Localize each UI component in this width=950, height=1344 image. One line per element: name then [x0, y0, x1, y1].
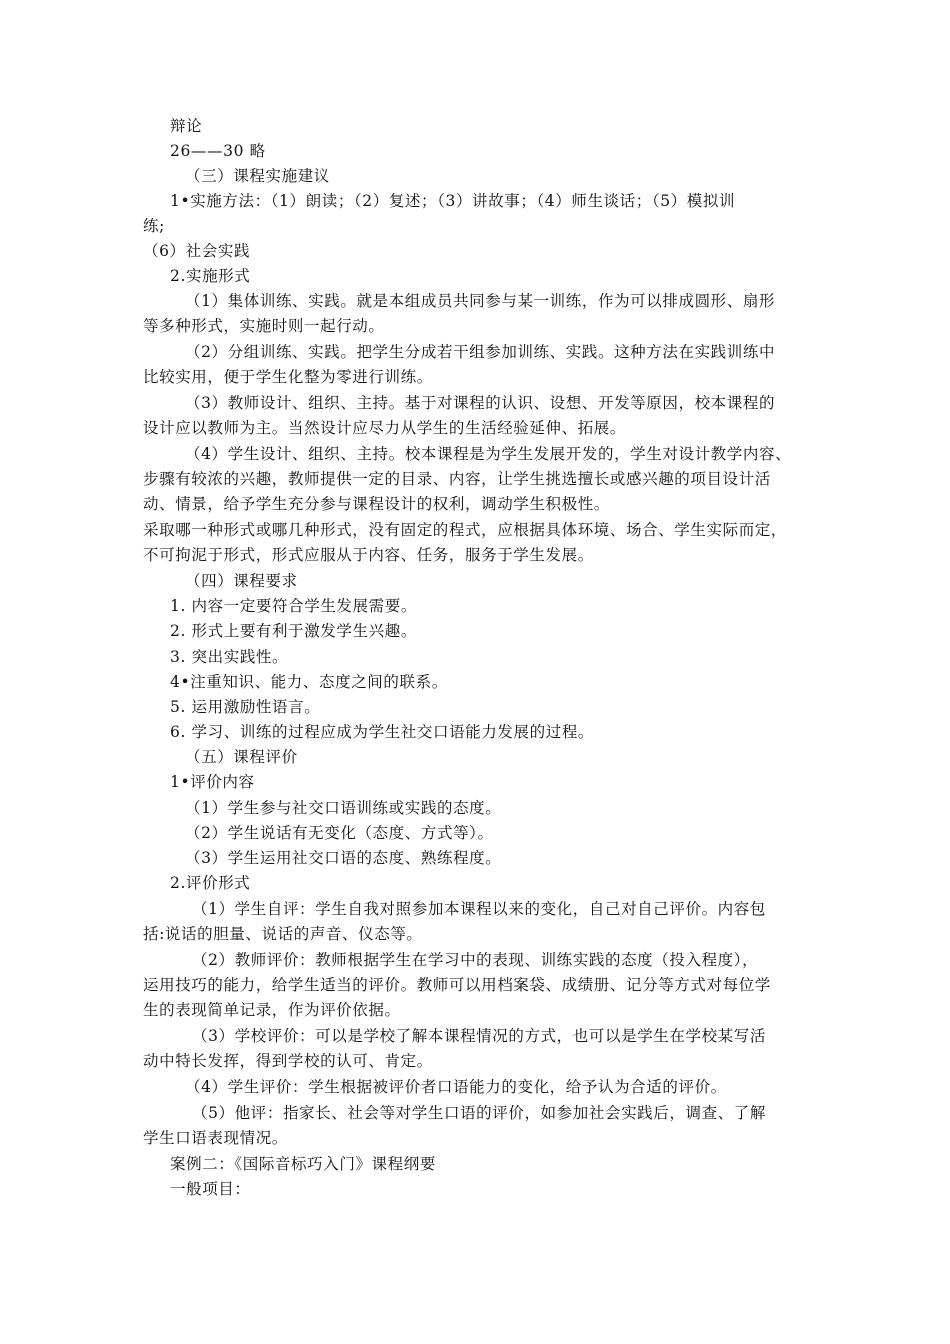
text-line: （2）学生说话有无变化（态度、方式等）。	[185, 824, 494, 842]
text-line: （2）教师评价：教师根据学生在学习中的表现、训练实践的态度（投入程度），	[192, 951, 759, 969]
text-line: （1）学生参与社交口语训练或实践的态度。	[185, 799, 502, 817]
text-line: 26——30 略	[170, 142, 266, 160]
text-line: （4）学生设计、组织、主持。校本课程是为学生发展开发的，学生对设计教学内容、	[185, 445, 792, 463]
text-line: 练;	[143, 217, 165, 235]
text-line: 6. 学习、训练的过程应成为学生社交口语能力发展的过程。	[170, 723, 595, 741]
text-line: （6）社会实践	[143, 242, 251, 260]
text-line: （1）学生自评：学生自我对照参加本课程以来的变化，自己对自己评价。内容包	[192, 900, 766, 918]
text-line: 5. 运用激励性语言。	[170, 698, 321, 716]
text-line: （2）分组训练、实践。把学生分成若干组参加训练、实践。这种方法在实践训练中	[185, 343, 776, 361]
text-line: 生的表现简单记录，作为评价依据。	[143, 1001, 401, 1019]
text-line: 2. 形式上要有利于激发学生兴趣。	[170, 622, 417, 640]
section-heading: （五）课程评价	[185, 748, 298, 766]
text-line: 步骤有较浓的兴趣，教师提供一定的目录、内容，让学生挑选擅长或感兴趣的项目设计活	[143, 470, 771, 488]
text-line: 学生口语表现情况。	[143, 1129, 288, 1147]
text-line: 采取哪一种形式或哪几种形式，没有固定的程式，应根据具体环境、场合、学生实际而定，	[143, 521, 788, 539]
text-line: 动中特长发挥，得到学校的认可、肯定。	[143, 1052, 433, 1070]
text-line: 4•注重知识、能力、态度之间的联系。	[170, 673, 448, 691]
text-line: 辩论	[170, 117, 203, 135]
text-line: 1•实施方法：（1）朗读；（2）复述；（3）讲故事；（4）师生谈话；（5）模拟训	[170, 192, 736, 210]
text-line: （5）他评：指家长、社会等对学生口语的评价，如参加社会实践后，调查、了解	[192, 1104, 766, 1122]
text-line: 括:说话的胆量、说话的声音、仪态等。	[143, 925, 423, 943]
text-line: 运用技巧的能力，给学生适当的评价。教师可以用档案袋、成绩册、记分等方式对每位学	[143, 976, 771, 994]
text-line: 1. 内容一定要符合学生发展需要。	[170, 597, 417, 615]
section-heading: （三）课程实施建议	[185, 167, 330, 185]
text-line: 2.实施形式	[170, 267, 251, 285]
text-line: （3）学校评价：可以是学校了解本课程情况的方式，也可以是学生在学校某写活	[192, 1027, 766, 1045]
text-line: 等多种形式，实施时则一起行动。	[143, 317, 385, 335]
text-line: （3）学生运用社交口语的态度、熟练程度。	[185, 849, 502, 867]
text-line: （4）学生评价：学生根据被评价者口语能力的变化，给予认为合适的评价。	[185, 1078, 727, 1096]
text-line: 不可拘泥于形式，形式应服从于内容、任务，服务于学生发展。	[143, 546, 594, 564]
text-line: 1•评价内容	[170, 773, 255, 791]
text-line: 动、情景，给予学生充分参与课程设计的权利，调动学生积极性。	[143, 495, 610, 513]
text-line: 2.评价形式	[170, 874, 251, 892]
text-line: （1）集体训练、实践。就是本组成员共同参与某一训练，作为可以排成圆形、扇形	[185, 292, 776, 310]
text-line: 案例二：《国际音标巧入门》课程纲要	[170, 1155, 436, 1173]
section-heading: （四）课程要求	[185, 572, 298, 590]
text-line: 一般项目：	[170, 1180, 251, 1198]
text-line: 设计应以教师为主。当然设计应尽力从学生的生活经验延伸、拓展。	[143, 419, 627, 437]
text-line: 比较实用，便于学生化整为零进行训练。	[143, 368, 433, 386]
text-line: （3）教师设计、组织、主持。基于对课程的认识、设想、开发等原因，校本课程的	[185, 394, 776, 412]
text-line: 3. 突出实践性。	[170, 648, 289, 666]
